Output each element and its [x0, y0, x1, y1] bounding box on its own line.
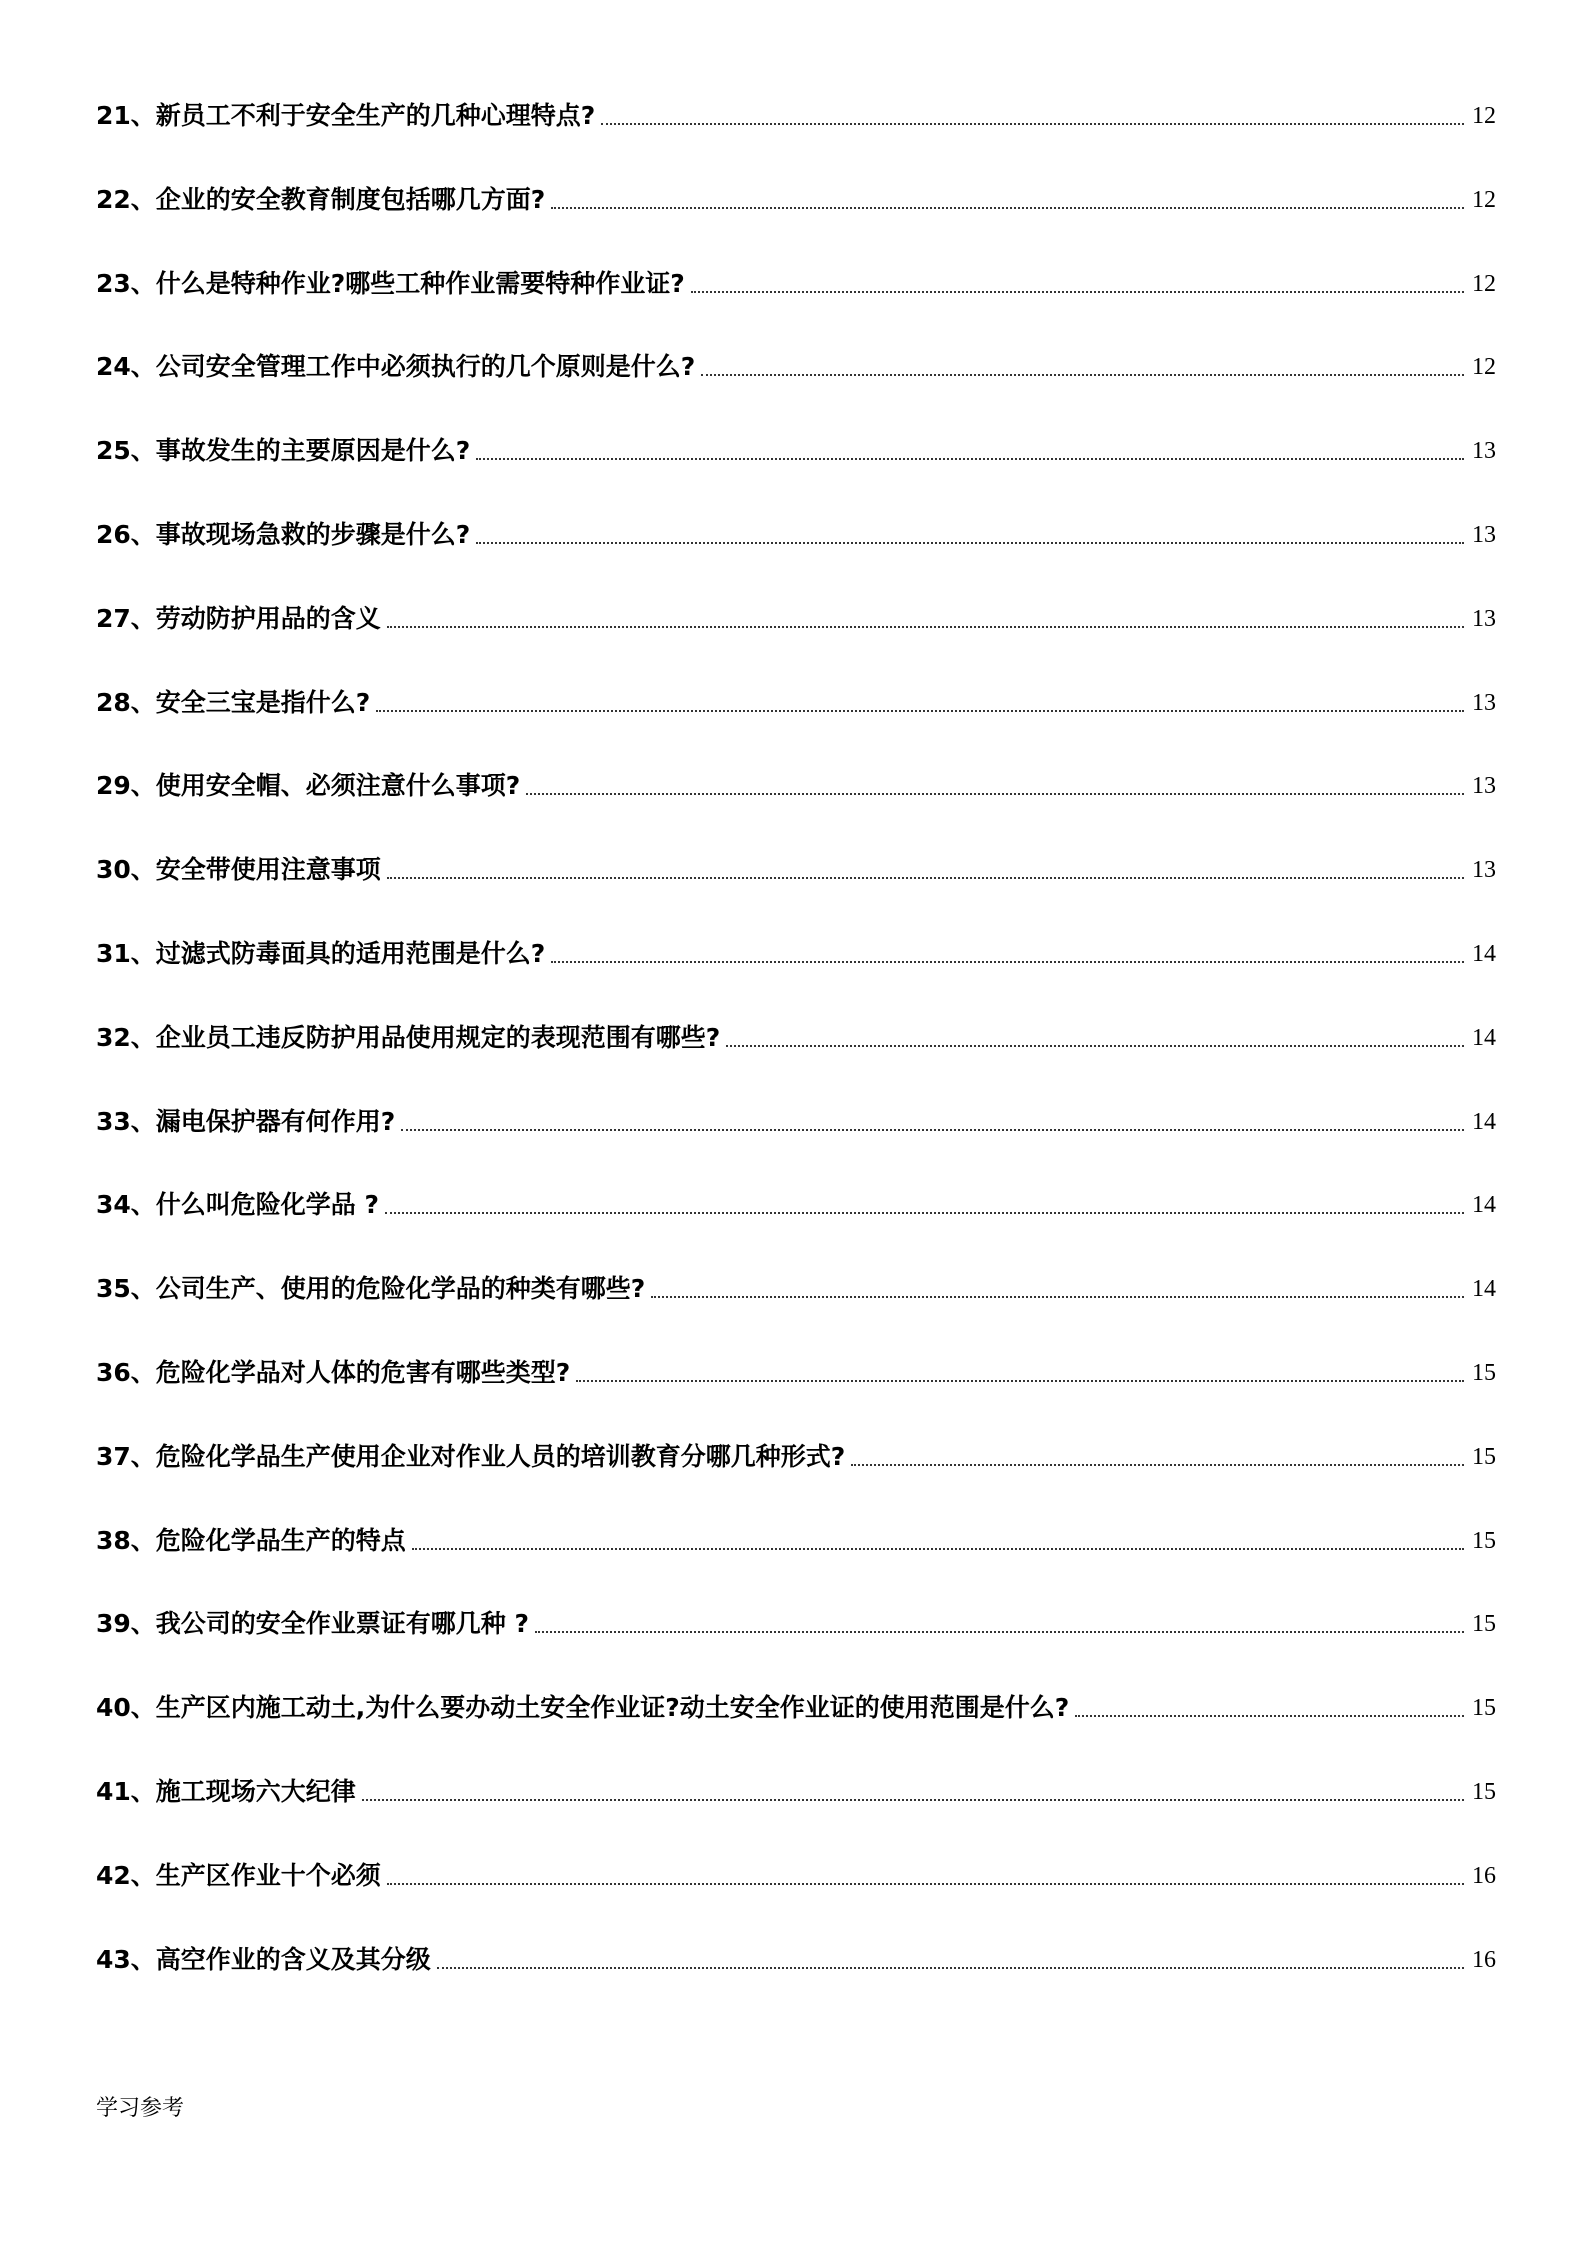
toc-entry-page: 12: [1472, 186, 1496, 213]
page-footer: 学习参考: [96, 2096, 185, 2121]
toc-entry[interactable]: [96, 886, 1496, 970]
toc-entry[interactable]: [96, 1640, 1496, 1724]
dot-leader: [412, 1548, 1464, 1550]
toc-entry-title: 22、企业的安全教育制度包括哪几方面?: [96, 184, 546, 214]
dot-leader: [476, 458, 1464, 460]
toc-entry-title: 35、公司生产、使用的危险化学品的种类有哪些?: [96, 1274, 646, 1304]
toc-entry[interactable]: [96, 1724, 1496, 1808]
toc-entry-title: 25、事故发生的主要原因是什么?: [96, 436, 471, 466]
dot-leader: [726, 1045, 1464, 1047]
toc-entry-page: 13: [1472, 857, 1496, 884]
toc-entry[interactable]: [96, 719, 1496, 803]
toc-entry[interactable]: [96, 1305, 1496, 1389]
toc-entry-page: 14: [1472, 1192, 1496, 1219]
toc-entry-page: 16: [1472, 1946, 1496, 1973]
toc-entry-page: 13: [1472, 438, 1496, 465]
dot-leader: [701, 374, 1464, 376]
toc-entry-page: 13: [1472, 773, 1496, 800]
toc-entry-title: 40、生产区内施工动土,为什么要办动土安全作业证?动土安全作业证的使用范围是什么?: [96, 1693, 1070, 1723]
toc-entry-page: 14: [1472, 1108, 1496, 1135]
toc-entry-title: 28、安全三宝是指什么?: [96, 687, 371, 717]
toc-entry-page: 14: [1472, 1276, 1496, 1303]
dot-leader: [476, 542, 1464, 544]
toc-entry[interactable]: [96, 551, 1496, 635]
toc-entry-title: 42、生产区作业十个必须: [96, 1860, 381, 1890]
dot-leader: [551, 207, 1464, 209]
dot-leader: [385, 1212, 1464, 1214]
toc-entry[interactable]: [96, 132, 1496, 216]
toc-entry-title: 31、过滤式防毒面具的适用范围是什么?: [96, 938, 546, 968]
toc-entry-page: 15: [1472, 1359, 1496, 1386]
dot-leader: [376, 710, 1464, 712]
toc-entry-title: 30、安全带使用注意事项: [96, 855, 381, 885]
toc-entry-title: 29、使用安全帽、必须注意什么事项?: [96, 771, 521, 801]
toc-entry-page: 15: [1472, 1527, 1496, 1554]
toc-entry-title: 24、公司安全管理工作中必须执行的几个原则是什么?: [96, 352, 696, 382]
dot-leader: [437, 1967, 1464, 1969]
toc-entry[interactable]: [96, 216, 1496, 300]
toc-entry-title: 33、漏电保护器有何作用?: [96, 1106, 396, 1136]
dot-leader: [851, 1464, 1464, 1466]
toc-entry-page: 13: [1472, 605, 1496, 632]
dot-leader: [526, 793, 1464, 795]
toc-entry-title: 32、企业员工违反防护用品使用规定的表现范围有哪些?: [96, 1022, 721, 1052]
dot-leader: [387, 877, 1464, 879]
toc-entry[interactable]: [96, 1892, 1496, 1976]
dot-leader: [691, 291, 1464, 293]
toc-entry[interactable]: [96, 1473, 1496, 1557]
toc-entry-page: 13: [1472, 521, 1496, 548]
dot-leader: [401, 1129, 1464, 1131]
dot-leader: [576, 1380, 1464, 1382]
toc-entry-title: 27、劳动防护用品的含义: [96, 603, 381, 633]
toc-entry-page: 14: [1472, 1024, 1496, 1051]
dot-leader: [1075, 1715, 1464, 1717]
toc-entry-page: 12: [1472, 354, 1496, 381]
toc-entry-page: 12: [1472, 270, 1496, 297]
toc-entry[interactable]: [96, 970, 1496, 1054]
toc-entry[interactable]: [96, 1389, 1496, 1473]
toc-entry[interactable]: [96, 300, 1496, 384]
toc-entry-page: 12: [1472, 103, 1496, 129]
toc-entry-title: 23、什么是特种作业?哪些工种作业需要特种作业证?: [96, 268, 685, 298]
toc-entry-title: 39、我公司的安全作业票证有哪几种 ?: [96, 1609, 529, 1639]
toc-entry[interactable]: [96, 1054, 1496, 1138]
toc-entry-title: 43、高空作业的含义及其分级: [96, 1944, 431, 1974]
toc-entry[interactable]: [96, 101, 1496, 132]
toc-entry[interactable]: [96, 1557, 1496, 1641]
dot-leader: [551, 961, 1464, 963]
dot-leader: [535, 1631, 1464, 1633]
table-of-contents: [96, 101, 1496, 1976]
toc-entry-page: 15: [1472, 1443, 1496, 1470]
dot-leader: [362, 1799, 1464, 1801]
dot-leader: [601, 123, 1464, 125]
toc-entry-title: 34、什么叫危险化学品 ?: [96, 1190, 379, 1220]
toc-entry[interactable]: [96, 383, 1496, 467]
toc-entry[interactable]: [96, 635, 1496, 719]
toc-entry-page: 15: [1472, 1778, 1496, 1805]
toc-entry[interactable]: [96, 1138, 1496, 1222]
dot-leader: [387, 626, 1464, 628]
toc-entry-title: 37、危险化学品生产使用企业对作业人员的培训教育分哪几种形式?: [96, 1441, 846, 1471]
toc-entry[interactable]: [96, 467, 1496, 551]
dot-leader: [387, 1883, 1464, 1885]
toc-entry-page: 15: [1472, 1611, 1496, 1638]
toc-entry-page: 14: [1472, 940, 1496, 967]
toc-entry[interactable]: [96, 802, 1496, 886]
toc-entry-title: 36、危险化学品对人体的危害有哪些类型?: [96, 1357, 571, 1387]
toc-entry-title: 26、事故现场急救的步骤是什么?: [96, 519, 471, 549]
toc-entry-title: 41、施工现场六大纪律: [96, 1776, 356, 1806]
toc-entry-title: 21、新员工不利于安全生产的几种心理特点?: [96, 101, 596, 130]
toc-entry[interactable]: [96, 1221, 1496, 1305]
toc-entry-page: 13: [1472, 689, 1496, 716]
dot-leader: [651, 1296, 1464, 1298]
toc-entry-title: 38、危险化学品生产的特点: [96, 1525, 406, 1555]
toc-entry[interactable]: [96, 1808, 1496, 1892]
toc-entry-page: 16: [1472, 1862, 1496, 1889]
toc-entry-page: 15: [1472, 1695, 1496, 1722]
